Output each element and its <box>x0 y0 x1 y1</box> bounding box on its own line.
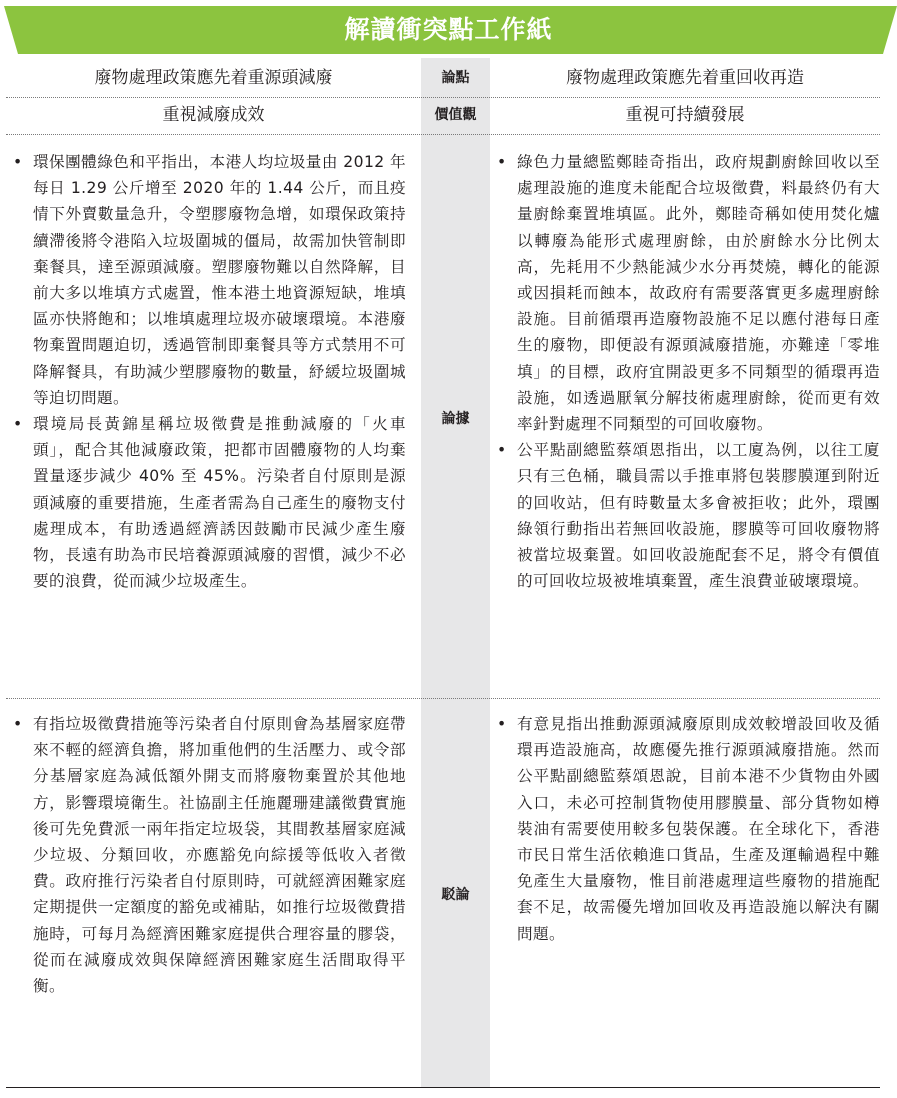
bullet-icon: • <box>497 153 507 171</box>
value-label: 價值觀 <box>434 107 477 123</box>
evidence-label: 論據 <box>441 411 470 427</box>
rebuttal-label: 駁論 <box>441 887 470 903</box>
left-stance: 廢物處理政策應先着重源頭減廢 <box>94 68 333 88</box>
bullet-icon: • <box>13 153 23 171</box>
list-item: • 有指垃圾徵費措施等污染者自付原則會為基層家庭帶來不輕的經濟負擔，將加重他們的生活壓力、或令部分基層家庭為減低額外開支而將廢物棄置於其他地方，影響環境衛生。社協副主任施麗珊建議徵費實施後可先免費派一兩年指定垃圾袋，其間教基層家庭減少垃圾、分類回收，亦應豁免向綜援等低收入者徵費。政府推行污染者自付原則時，可就經濟困難家庭定期提供一定額度的豁免或補貼，如推行垃圾徵費措施時，可每月為經濟困難家庭提供合理容量的膠袋，從而在減廢成效與保障經濟困難家庭生活間取得平衡。 <box>11 711 406 999</box>
bullet-icon: • <box>497 441 507 460</box>
right-value: 重視可持續發展 <box>625 105 745 125</box>
divider <box>6 134 880 135</box>
list-item: • 有意見指出推動源頭減廢原則成效較增設回收及循環再造設施高，故應優先推行源頭減廢措施。然而公平點副總監蔡頌恩說，目前本港不少貨物由外國入口，未必可控制貨物使用膠膜量、部分貨物如樽裝油有需要使用較多包裝保護。在全球化下，香港市民日常生活依賴進口貨品，生產及運輸過程中難免產生大量廢物，惟目前港處理這些廢物的措施配套不足，故需優先增加回收及再造設施以解決有關問題。 <box>495 711 880 947</box>
bottom-rule <box>6 1087 880 1088</box>
left-value: 重視減廢成效 <box>162 105 265 125</box>
list-item: • 環境局長黃錦星稱垃圾徵費是推動減廢的「火車頭」，配合其他減廢政策，把都市固體廢物的人均棄置量逐步減少 40% 至 45%。污染者自付原則是源頭減廢的重要措施，生產者需為自己產生的廢物支付處理成本，有助透過經濟誘因鼓勵市民減少產生廢物，長遠有助為市民培養源頭減廢的習慣，減少不必要的浪費，從而減少垃圾產生。 <box>11 411 406 594</box>
list-item: • 環保團體綠色和平指出，本港人均垃圾量由 2012 年每日 1.29 公斤增至 2020 年的 1.44 公斤，而且疫情下外賣數量急升，令塑膠廢物急增，如環保政策持續滯後將令港陷入垃圾圍城的僵局，故需加快管制即棄餐具，達至源頭減廢。塑膠廢物難以自然降解，目前大多以堆填方式處置，惟本港土地資源短缺，堆填區亦快將飽和；以堆填處理垃圾亦破壞環境。本港廢物棄置問題迫切，透過管制即棄餐具等方式禁用不可降解餐具，有助減少塑膠廢物的數量，紓緩垃圾圍城等迫切問題。 <box>11 149 406 411</box>
list-item: • 公平點副總監蔡頌恩指出，以工廈為例，以往工廈只有三色桶，職員需以手推車將包裝膠膜運到附近的回收站，但有時數量太多會被拒收；此外，環團綠領行動指出若無回收設施，膠膜等可回收廢物將被當垃圾棄置。如回收設施配套不足，將令有價值的可回收垃圾被堆填棄置，產生浪費並破壞環境。 <box>495 437 880 594</box>
bullet-icon: • <box>13 415 23 434</box>
bullet-icon: • <box>497 715 507 733</box>
divider <box>6 698 880 699</box>
bullet-icon: • <box>13 715 23 733</box>
left-rebuttal <box>11 711 406 999</box>
worksheet-title: 解讀衝突點工作紙 <box>344 15 553 44</box>
title-banner <box>0 6 897 54</box>
right-rebuttal <box>495 711 880 947</box>
left-evidence <box>11 149 406 594</box>
right-evidence <box>495 149 880 594</box>
list-item: • 綠色力量總監鄭睦奇指出，政府規劃廚餘回收以至處理設施的進度未能配合垃圾徵費，料最終仍有大量廚餘棄置堆填區。此外，鄭睦奇稱如使用焚化爐以轉廢為能形式處理廚餘，由於廚餘水分比例太高，先耗用不少熱能減少水分再焚燒，轉化的能源或因損耗而蝕本，故政府有需要落實更多處理廚餘設施。目前循環再造廢物設施不足以應付港每日產生的廢物，即便設有源頭減廢措施，亦難達「零堆填」的目標，政府宜開設更多不同類型的循環再造設施，如透過厭氧分解技術處理廚餘，從而更有效率針對處理不同類型的可回收廢物。 <box>495 149 880 437</box>
right-stance: 廢物處理政策應先着重回收再造 <box>566 68 804 88</box>
center-label-column <box>421 58 490 1087</box>
stance-label: 論點 <box>441 70 470 86</box>
